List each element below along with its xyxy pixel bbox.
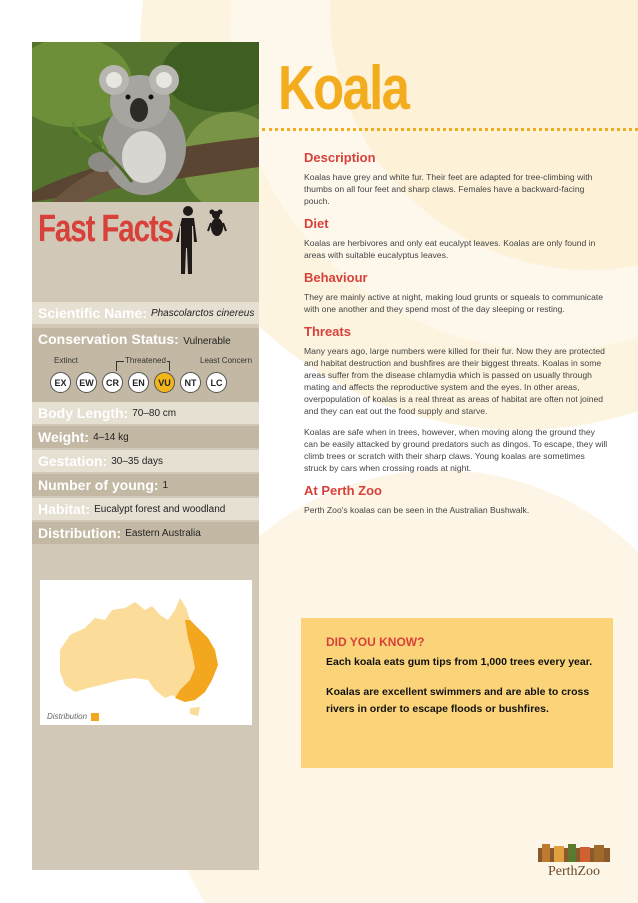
status-badge: EX bbox=[50, 372, 71, 393]
conservation-scale bbox=[50, 372, 227, 393]
weight-label: Weight: bbox=[38, 429, 90, 445]
dotted-divider bbox=[262, 128, 638, 131]
distribution-label: Distribution: bbox=[38, 525, 122, 541]
weight-row bbox=[32, 426, 259, 448]
did-you-know-fact-1: Each koala eats gum tips from 1,000 trees every year. bbox=[326, 656, 593, 668]
threats-text-1: Many years ago, large numbers were killed for their fur. Now they are protected and habitat destruction and bushfires are their biggest threats. Koalas in some areas suffer from the disease chlamydia which is passed on usually through mating and affects the reproductive system and the eyes. In other areas, overpopulation of koalas is a real threat as areas of habitat are often not joined and they can eat out the food supply and starve. bbox=[304, 346, 605, 416]
number-of-young-row bbox=[32, 474, 259, 496]
scientific-name-label: Scientific Name: bbox=[38, 305, 147, 321]
description-heading: Description bbox=[304, 150, 376, 165]
body-length-value: 70–80 cm bbox=[132, 407, 177, 419]
conservation-status-label: Conservation Status: bbox=[38, 331, 179, 347]
status-badge: EW bbox=[76, 372, 97, 393]
map-legend-swatch bbox=[91, 713, 99, 721]
habitat-label: Habitat: bbox=[38, 501, 91, 517]
main-content bbox=[304, 150, 610, 525]
map-legend-label: Distribution bbox=[47, 712, 88, 721]
map-legend bbox=[47, 712, 99, 721]
distribution-row bbox=[32, 522, 259, 544]
perth-zoo-logo-mark bbox=[538, 844, 610, 864]
status-badge: LC bbox=[206, 372, 227, 393]
number-of-young-label: Number of young: bbox=[38, 477, 159, 493]
at-perth-zoo-text: Perth Zoo's koalas can be seen in the Australian Bushwalk. bbox=[304, 505, 530, 515]
description-text: Koalas have grey and white fur. Their feet are adapted for tree-climbing with thumbs on all four feet and sharp claws. Females have a backward-facing pouch. bbox=[304, 172, 593, 206]
threats-text-2: Koalas are safe when in trees, however, when moving along the ground they can be easily attacked by ground predators such as dingos. To escape, they will climb trees or scratch with their sharp claws. Young koalas are sometimes struck by cars when crossing roads at night. bbox=[304, 427, 608, 473]
conservation-status-block bbox=[32, 328, 259, 406]
weight-value: 4–14 kg bbox=[93, 431, 129, 443]
distribution-value: Eastern Australia bbox=[125, 527, 201, 539]
status-badge: EN bbox=[128, 372, 149, 393]
status-badge-active: VU bbox=[154, 372, 175, 393]
perth-zoo-logo bbox=[538, 844, 610, 879]
diet-text: Koalas are herbivores and only eat eucalypt leaves. Koalas are only found in areas with suitable eucalyptus leaves. bbox=[304, 238, 596, 260]
habitat-value: Eucalypt forest and woodland bbox=[94, 503, 226, 515]
koala-photo bbox=[32, 42, 259, 202]
behaviour-text: They are mainly active at night, making loud grunts or squeals to communicate with one another and they spend most of the day sleeping or resting. bbox=[304, 292, 604, 314]
body-length-label: Body Length: bbox=[38, 405, 129, 421]
size-comparison-silhouettes bbox=[174, 205, 234, 282]
fast-facts-panel bbox=[32, 42, 259, 870]
fast-facts-title: Fast Facts bbox=[38, 208, 173, 250]
at-perth-zoo-heading: At Perth Zoo bbox=[304, 483, 382, 498]
diet-heading: Diet bbox=[304, 216, 329, 231]
status-badge: NT bbox=[180, 372, 201, 393]
scale-label-extinct: Extinct bbox=[54, 356, 79, 365]
conservation-status-value: Vulnerable bbox=[183, 336, 231, 347]
scale-label-threatened: Threatened bbox=[125, 356, 166, 365]
habitat-row bbox=[32, 498, 259, 520]
threats-heading: Threats bbox=[304, 324, 351, 339]
page-title: Koala bbox=[278, 54, 409, 123]
distribution-map bbox=[40, 580, 252, 725]
gestation-value: 30–35 days bbox=[111, 455, 163, 467]
number-of-young-value: 1 bbox=[162, 479, 169, 491]
behaviour-heading: Behaviour bbox=[304, 270, 368, 285]
status-badge: CR bbox=[102, 372, 123, 393]
perth-zoo-logo-text: PerthZoo bbox=[547, 864, 601, 879]
did-you-know-fact-2: Koalas are excellent swimmers and are able to cross rivers in order to escape floods or bushfires. bbox=[326, 686, 590, 715]
gestation-row bbox=[32, 450, 259, 472]
scale-label-least-concern: Least Concern bbox=[200, 356, 253, 365]
gestation-label: Gestation: bbox=[38, 453, 108, 469]
body-length-row bbox=[32, 402, 259, 424]
scientific-name-row bbox=[32, 302, 259, 324]
scientific-name-value: Phascolarctos cinereus bbox=[150, 307, 255, 319]
did-you-know-title: DID YOU KNOW? bbox=[326, 635, 425, 649]
did-you-know-box bbox=[301, 618, 613, 768]
